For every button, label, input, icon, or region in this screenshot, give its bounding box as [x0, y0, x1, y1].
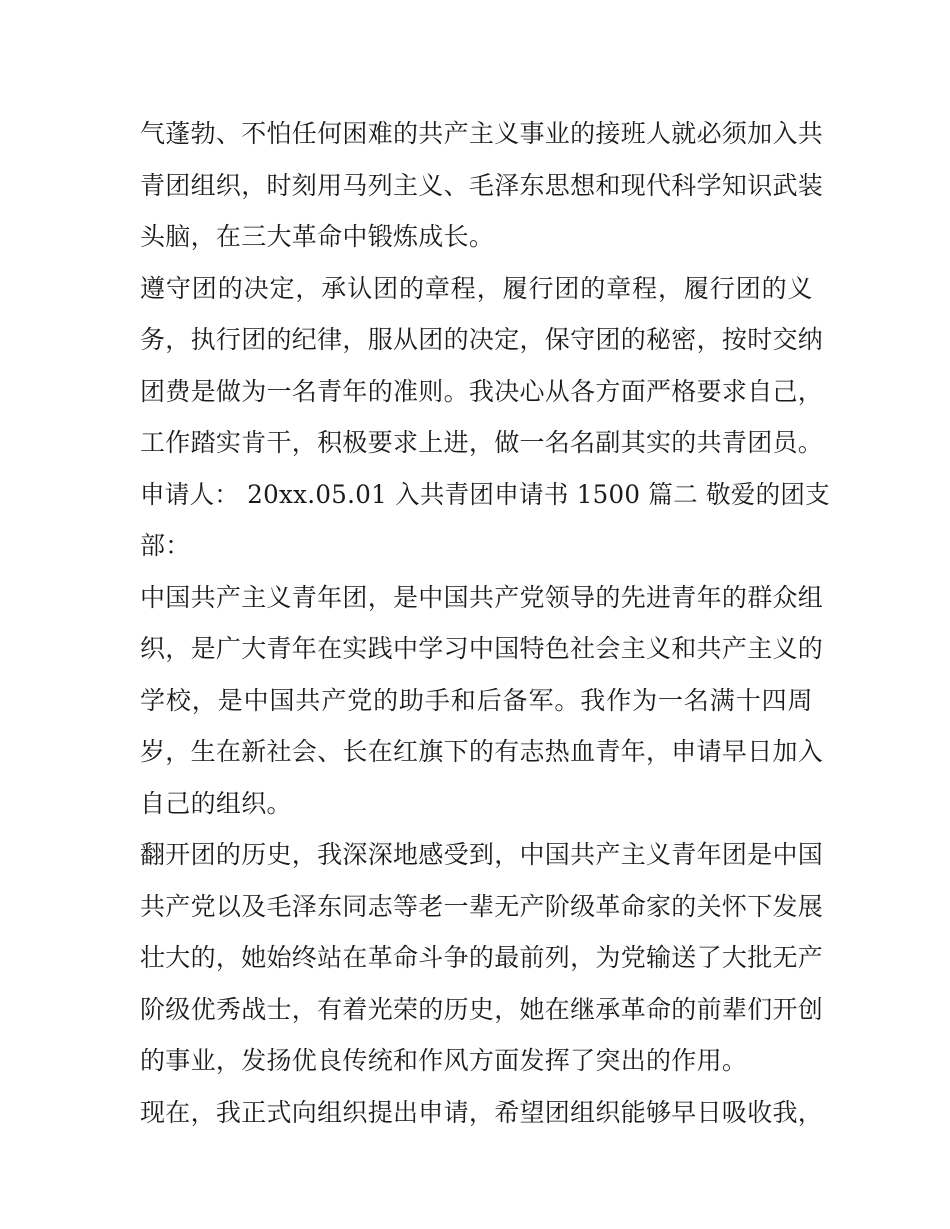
text-line: 的事业，发扬优良传统和作风方面发挥了突出的作用。 — [140, 1046, 748, 1075]
text-line: 翻开团的历史，我深深地感受到，中国共产主义青年团是中国 — [140, 840, 824, 869]
paragraph-3 — [140, 572, 830, 830]
text-line: 共产党以及毛泽东同志等老一辈无产阶级革命家的关怀下发展 — [140, 891, 824, 921]
text-line: 岁，生在新社会、长在红旗下的有志热血青年，申请早日加入 — [140, 737, 824, 766]
text-line: 现在，我正式向组织提出申请，希望团组织能够早日吸收我， — [140, 1097, 824, 1127]
text-line: 气蓬勃、不怕任何困难的共产主义事业的接班人就必须加入共 — [140, 119, 824, 148]
text-line: 青团组织，时刻用马列主义、毛泽东思想和现代科学知识武装 — [140, 170, 824, 200]
paragraph-4 — [140, 829, 830, 1087]
text-line: 团费是做为一名青年的准则。我决心从各方面严格要求自己， — [140, 376, 824, 406]
text-line: 自己的组织。 — [140, 788, 292, 818]
paragraph-2 — [140, 263, 830, 572]
text-line: 学校，是中国共产党的助手和后备军。我作为一名满十四周 — [140, 685, 814, 715]
text-line: 中国共产主义青年团，是中国共产党领导的先进青年的群众组 — [140, 582, 824, 612]
text-line: 壮大的，她始终站在革命斗争的最前列，为党输送了大批无产 — [140, 943, 824, 972]
applicant-date-line: 申请人： 20xx.05.01 入共青团申请书 1500 篇二 敬爱的团支 — [140, 479, 830, 509]
text-line: 工作踏实肯干，积极要求上进，做一名名副其实的共青团员。 — [140, 428, 824, 457]
text-line: 头脑，在三大革命中锻炼成长。 — [140, 222, 495, 251]
paragraph-1 — [140, 108, 830, 263]
paragraph-5 — [140, 1087, 830, 1139]
text-line: 阶级优秀战士，有着光荣的历史，她在继承革命的前辈们开创 — [140, 994, 824, 1024]
text-line: 织，是广大青年在实践中学习中国特色社会主义和共产主义的 — [140, 634, 824, 663]
text-line: 部： — [140, 531, 191, 560]
text-line: 遵守团的决定，承认团的章程，履行团的章程，履行团的义 — [140, 273, 814, 303]
document-body — [140, 108, 830, 1138]
text-line: 务，执行团的纪律，服从团的决定，保守团的秘密，按时交纳 — [140, 325, 824, 354]
